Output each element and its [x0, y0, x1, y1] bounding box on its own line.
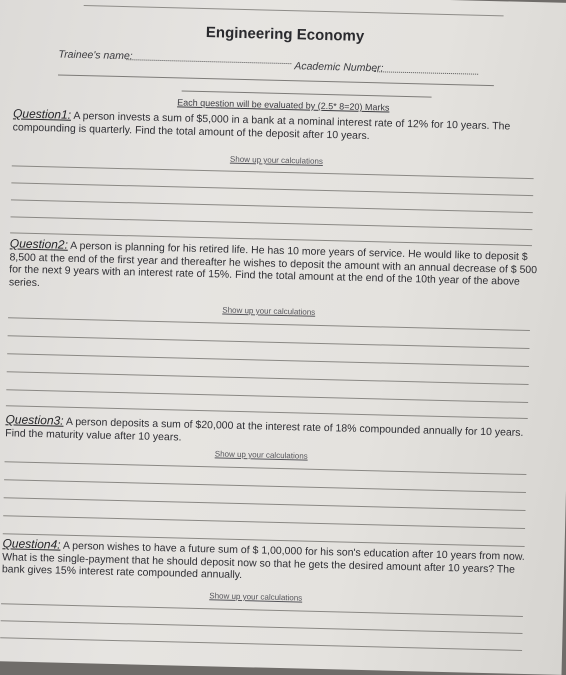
question-2-show-calculations: Show up your calculations: [222, 305, 316, 317]
answer-line[interactable]: [11, 199, 533, 213]
academic-number-label: Academic Number:: [294, 60, 384, 75]
question-1-show-calculations: Show up your calculations: [229, 154, 324, 166]
question-2: [9, 237, 542, 301]
question-4-text: A person wishes to have a future sum of $ 1,00,000 for his son's education after 10 years from now. What is the single-payment that he should deposit now so that he gets the desired amount after 10 years? The bank gives 15% interest rate compounded annually.: [1, 539, 525, 582]
question-1-label: Question1:: [12, 106, 72, 122]
answer-line[interactable]: [4, 497, 526, 511]
trainee-info-row: [58, 48, 516, 75]
question-1-text: A person invests a sum of $5,000 in a bank at a nominal interest rate of 12% for 10 years. The compounding is quarterly. Find the total amount of the deposit after 10 years.: [12, 109, 511, 142]
question-4-label: Question4:: [2, 536, 61, 552]
question-3: [5, 413, 537, 452]
answer-line[interactable]: [11, 182, 533, 196]
answer-line[interactable]: [7, 371, 529, 385]
academic-number-field[interactable]: [374, 71, 478, 75]
top-rule: [84, 5, 504, 16]
question-3-label: Question3:: [5, 412, 64, 428]
answer-line[interactable]: [1, 603, 523, 617]
answer-line[interactable]: [1, 620, 523, 634]
answer-line[interactable]: [3, 515, 525, 529]
answer-line[interactable]: [6, 389, 528, 403]
page-title: Engineering Economy: [205, 24, 365, 45]
question-3-text: A person deposits a sum of $20,000 at the interest rate of 18% compounded annually for 10 years. Find the maturity value after 10 years.: [5, 415, 524, 444]
trainee-name-field[interactable]: [126, 59, 291, 64]
question-4-show-calculations: Show up your calculations: [209, 591, 303, 603]
answer-line[interactable]: [7, 353, 529, 367]
question-2-text: A person is planning for his retired life. He has 10 more years of service. He would like to deposit $ 8,500 at the end of the first year and thereafter he wishes to deposit the amount with an annual decrease of $ 500 for the next 9 years with an interest rate of 15%. Find the total amount at the end of the 10th year of the above series.: [8, 239, 538, 289]
evaluation-note: Each question will be evaluated by (2.5* 8=20) Marks: [177, 97, 390, 113]
answer-line[interactable]: [12, 165, 534, 179]
header-divider-short: [182, 90, 432, 97]
question-2-label: Question2:: [9, 236, 69, 252]
answer-line[interactable]: [5, 461, 527, 475]
trainee-name-label: Trainee's name:: [58, 48, 133, 63]
answer-line[interactable]: [11, 216, 533, 230]
answer-line[interactable]: [0, 637, 522, 651]
answer-line[interactable]: [8, 317, 530, 331]
header-divider: [58, 74, 494, 86]
answer-line[interactable]: [4, 479, 526, 493]
question-3-show-calculations: Show up your calculations: [214, 449, 308, 461]
answer-line[interactable]: [8, 335, 530, 349]
